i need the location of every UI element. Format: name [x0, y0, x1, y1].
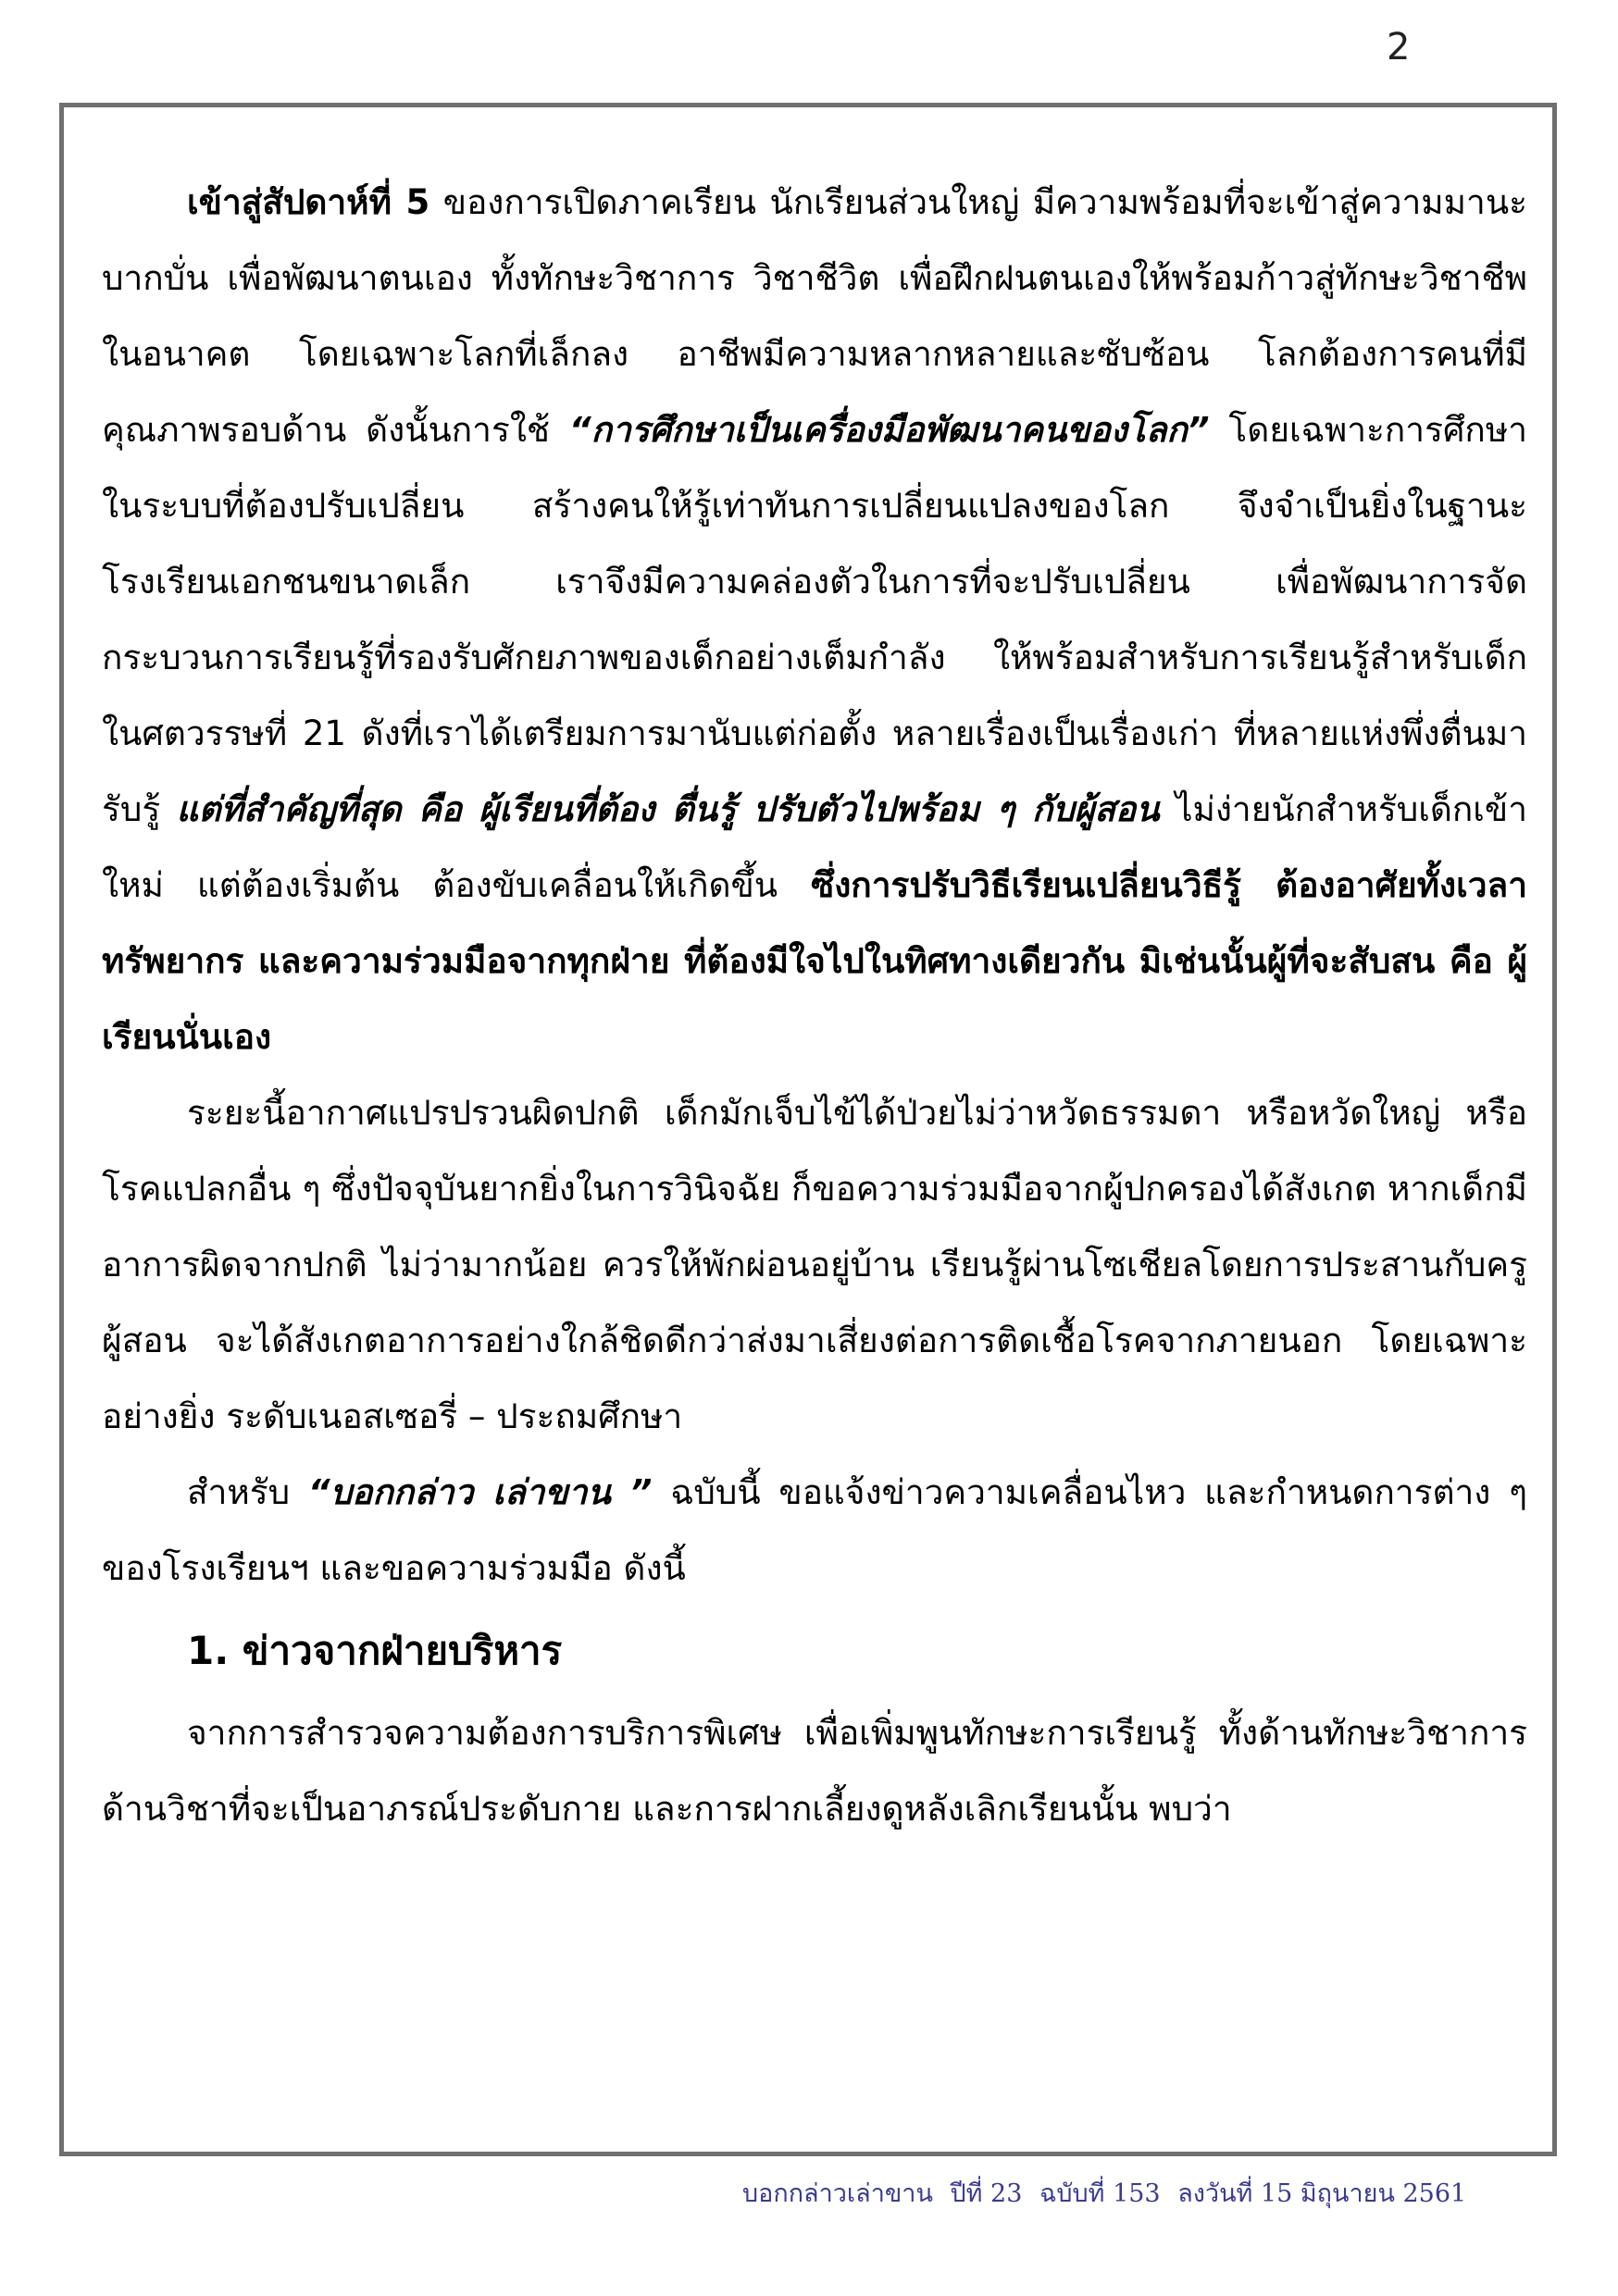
section-1-paragraph: จากการสำรวจความต้องการบริการพิเศษ เพื่อเพิ่มพูนทักษะการเรียนรู้ ทั้งด้านทักษะวิชาการ ด้านวิชาที่จะเป็นอาภรณ์ประดับกาย และการฝากเลี้ยงดูหลังเลิกเรียนนั้น พบว่า: [102, 1713, 1527, 1829]
intro-bold-conclusion: ซึ่งการปรับวิธีเรียนเปลี่ยนวิธีรู้ ต้องอาศัยทั้งเวลา ทรัพยากร และความร่วมมือจากทุกฝ่าย ที่ต้องมีใจไปในทิศทางเดียวกัน มิเช่นนั้นผู้ที่จะสับสน คือ ผู้เรียนนั่นเอง: [102, 865, 1527, 1057]
footer-publication: บอกกล่าวเล่าขาน: [742, 2179, 933, 2208]
intro-text-c: ไม่ง่ายนักสำหรับเด็กเข้าใหม่ แต่ต้องเริ่มต้น ต้องขับเคลื่อนให้เกิดขึ้น: [102, 789, 1527, 905]
footer-issue: ฉบับที่ 153: [1039, 2179, 1161, 2208]
intro-text-a: ของการเปิดภาคเรียน นักเรียนส่วนใหญ่ มีความพร้อมที่จะเข้าสู่ความมานะ บากบั่น เพื่อพัฒนาตนเอง ทั้งทักษะวิชาการ วิชาชีวิต เพื่อฝึกฝนตนเองให้พร้อมก้าวสู่ทักษะวิชาชีพในอนาคต โดยเฉพาะโลกที่เล็กลง อาชีพมีความหลากหลายและซับซ้อน โลกต้องการคนที่มีคุณภาพรอบด้าน ดังนั้นการใช้: [102, 182, 1527, 450]
health-paragraph: ระยะนี้อากาศแปรปรวนผิดปกติ เด็กมักเจ็บไข้ได้ป่วยไม่ว่าหวัดธรรมดา หรือหวัดใหญ่ หรือโรคแปลกอื่น ๆ ซึ่งปัจจุบันยากยิ่งในการวินิจฉัย ก็ขอความร่วมมือจากผู้ปกครองได้สังเกต หากเด็กมีอาการผิดจากปกติ ไม่ว่ามากน้อย ควรให้พักผ่อนอยู่บ้าน เรียนรู้ผ่านโซเชียลโดยการประสานกับครูผู้สอน จะได้สังเกตอาการอย่างใกล้ชิดดีกว่าส่งมาเสี่ยงต่อการติดเชื้อโรคจากภายนอก โดยเฉพาะอย่างยิ่ง ระดับเนอสเซอรี่ – ประถมศึกษา: [102, 1093, 1527, 1436]
intro-emphasis: แต่ที่สำคัญที่สุด คือ ผู้เรียนที่ต้อง ตื่นรู้ ปรับตัวไปพร้อม ๆ กับผู้สอน: [176, 789, 1160, 829]
issue-paragraph: [102, 1455, 1527, 1607]
intro-text-b: โดยเฉพาะการศึกษาในระบบที่ต้องปรับเปลี่ยน สร้างคนให้รู้เท่าทันการเปลี่ยนแปลงของโลก จึงจำเป็นยิ่งในฐานะโรงเรียนเอกชนขนาดเล็ก เราจึงมีความคล่องตัวในการที่จะปรับเปลี่ยน เพื่อพัฒนาการจัดกระบวนการเรียนรู้ที่รองรับศักยภาพของเด็กอย่างเต็มกำลัง ให้พร้อมสำหรับการเรียนรู้สำหรับเด็กในศตวรรษที่ 21 ดังที่เราได้เตรียมการมานับแต่ก่อตั้ง หลายเรื่องเป็นเรื่องเก่า ที่หลายแห่งพึ่งตื่นมารับรู้: [102, 410, 1528, 829]
section-1-heading: 1. ข่าวจากฝ่ายบริหาร: [187, 1628, 563, 1673]
intro-lead: เข้าสู่สัปดาห์ที่ 5: [187, 182, 430, 222]
intro-quote: “การศึกษาเป็นเครื่องมือพัฒนาคนของโลก”: [568, 410, 1210, 450]
newsletter-body: [102, 165, 1527, 1847]
issue-title: “บอกกล่าว เล่าขาน ”: [307, 1472, 653, 1512]
footer-date: ลงวันที่ 15 มิถุนายน 2561: [1177, 2179, 1467, 2208]
page-number: 2: [1387, 26, 1411, 68]
page-footer: [742, 2173, 1475, 2213]
issue-lead: สำหรับ: [187, 1472, 308, 1512]
footer-year: ปีที่ 23: [950, 2179, 1023, 2208]
intro-paragraph: [102, 165, 1527, 1075]
issue-text: ฉบับนี้ ขอแจ้งข่าวความเคลื่อนไหว และกำหนดการต่าง ๆ ของโรงเรียนฯ และขอความร่วมมือ ดังนี้: [102, 1472, 1527, 1588]
